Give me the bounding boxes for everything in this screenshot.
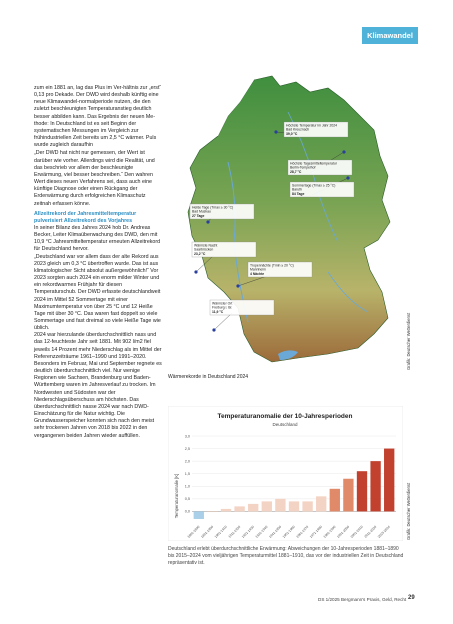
article-paragraph: „Der DWD hat nicht nur gemessen, der Wert ist darüber wie vorher. Allerdings wird die Realität, und das beschrieb vor allem der beschleunigte Erwärmung, viel besser beschreiben.“ Den wahren Wert dieses neuen Verfahrens sei, dass auch eine künftige Diagnose oder einen Rückgang der Erderwärmung durch erfolgreichen Klimaschutz zeitnah erfassen könne.: [34, 150, 155, 207]
x-tick-label: 1991-2000: [336, 524, 351, 539]
article-paragraph: 2024 war hierzulande überdurchschnittlich nass und das 12-feuchteste Jahr seit 1881. Mit 902 l/m2 fiel jeweils 14 Prozent mehr Niederschlag als im Mittel der Referenzzeiträume 1961–1990 und 1991–2020. Besonders im Februar, Mai und September regnete es deutlich überdurchschnittlich viel. Nur wenige Regionen wie Sachsen, Brandenburg und Baden-Württemberg waren im Jahresverlauf zu trocken. Im Nordwesten und Südosten war der Niederschlagsüberschuss am höchsten. Das überdurchschnittlich nasse 2024 war nach DWD-Einschätzung für die Natur wichtig. Die Grundwasserspeicher konnten sich nach den meist sehr trockenen Jahren von 2018 bis 2022 in den vergangenen beiden Jahren wieder auffüllen.: [34, 332, 162, 439]
station-marker: [342, 150, 345, 153]
bar: [316, 496, 326, 511]
y-tick-label: 3,0: [184, 434, 190, 439]
map-label-text: Höchste Temperatur im Jahr 2024: [286, 123, 338, 128]
x-tick-label: 1891-1900: [200, 524, 215, 539]
bar: [248, 504, 258, 512]
bar: [275, 499, 285, 512]
map-label-text: 4 Nächte: [250, 271, 265, 276]
page-number: 29: [408, 595, 415, 601]
figure-caption: Deutschland erlebt überdurchschnittliche Erwärmung: Abweichungen der 10-Jahresperioden 1881–1890 bis 2015–2024 vom vieljährigen Temperaturmittel 1881–1910, das vor der industriellen Zeit in Deutschland repräsentativ ist.: [168, 546, 404, 566]
article-column: [34, 85, 162, 440]
bar: [194, 511, 204, 519]
station-marker: [206, 220, 209, 223]
map-label-text: Freiburg i. Br.: [212, 305, 233, 310]
map-label-text: Höchste Tagesmitteltemperatur: [290, 161, 337, 166]
map-label-text: Berlin-Tempelhof: [290, 165, 316, 170]
x-tick-label: 1901-1910: [213, 524, 228, 539]
article-paragraph: In seiner Bilanz des Jahres 2024 hob Dr. Andreas Becker, Leiter Klimaüberwachung des DWD, den mit 10,9 °C Jahresmitteltemperatur erneuten Allzeitrekord für Deutschland hervor.: [34, 224, 161, 253]
map-label-text: Heiße Tage (Tmax ≥ 30 °C): [192, 205, 234, 210]
x-tick-label: 2015-2024: [376, 524, 391, 539]
station-marker: [212, 328, 215, 331]
y-tick-label: 0,5: [184, 497, 190, 502]
chart-credit: Grafik: Deutscher Wetterdienst: [406, 482, 411, 540]
germany-temperature-map: [168, 72, 403, 370]
station-marker: [194, 270, 197, 273]
footer-magazine: DS 1/2025 Bergmann's Praxis, Geld, Recht: [318, 597, 407, 602]
bar: [330, 489, 340, 512]
station-marker: [346, 176, 349, 179]
map-label-text: 39,0 °C: [286, 131, 298, 136]
bar: [207, 511, 217, 512]
bar: [234, 506, 244, 511]
x-tick-label: 2001-2010: [349, 524, 364, 539]
x-tick-label: 2011-2020: [363, 524, 378, 539]
map-label-text: Mannheim: [250, 267, 266, 272]
map-label-text: 27 Tage: [192, 213, 205, 218]
article-paragraph: zum ein 1881 an, lag das Plus im Ver-hältnis zur „erst“ 0,13 pro Dekade. Der DWD wird deshalb künftig eine neue Klimawandel-normalperiode nutzen, die den zuletzt beschleunigten Temperaturanstieg deutlich besser abbilden kann. Das Ergebnis der neuen Me-thode: In Deutschland ist es seit Beginn der systematischen Messungen im Vergleich zur frühindustriellen Zeit bereits um 2,5 °C wärmer. Puls wurde zugleich daraufhin: [34, 85, 162, 149]
bar: [370, 461, 380, 511]
station-marker: [274, 130, 277, 133]
y-tick-label: 1,5: [184, 472, 190, 477]
article-paragraph: „Deutschland war vor allem dass der alte Rekord aus 2023 gleich um 0,3 °C übertroffen wurde. Das ist aus klimatologischer Sicht absolut außergewöhnlich!“ Vor 2023 sorgten auch 2024 ein enorm milder Winter und ein rekordwarmes Frühjahr für diesen Temperaturschub. Der DWD erfasste deutschlandweit 2024 im Mittel 52 Sommertage mit einer Maximumtemperatur von über 25 °C und 12 Heiße Tage mit über 30 °C. Das waren fast doppelt so viele Sommertage und fast dreimal so viele Heiße Tage wie üblich.: [34, 253, 161, 332]
x-tick-label: 1931-1940: [254, 524, 269, 539]
bar: [343, 479, 353, 512]
y-axis-label: Temperaturanomalie [K]: [174, 473, 179, 519]
map-label-text: Bad Kreuznach: [286, 127, 310, 132]
y-tick-label: 2,5: [184, 446, 190, 451]
bar: [289, 501, 299, 511]
map-record-label: [274, 122, 348, 137]
map-label-text: 28,7 °C: [290, 169, 302, 174]
map-credit: Grafik: Deutscher Wetterdienst: [406, 312, 411, 370]
bar: [262, 501, 272, 511]
x-tick-label: 1921-1930: [240, 524, 255, 539]
bar: [384, 449, 394, 512]
bar: [221, 509, 231, 512]
map-label-text: Wärmster Ort: [212, 301, 233, 306]
map-label-text: 11,9 °C: [212, 309, 224, 314]
map-label-text: Wärmste Nacht: [194, 243, 218, 248]
map-label-text: 84 Tage: [292, 191, 305, 196]
temperature-anomaly-chart: [168, 406, 403, 541]
map-label-text: Bad Muskau: [192, 209, 211, 214]
x-tick-label: 1971-1980: [308, 524, 323, 539]
x-tick-label: 1961-1970: [295, 524, 310, 539]
section-tag: Klimawandel: [362, 27, 418, 44]
y-tick-label: 1,0: [184, 484, 190, 489]
article-subheading: Allzeitrekord der Jahresmitteltemperatur pulverisiert Allzeitrekord des Vorjahres: [34, 210, 137, 224]
map-label-text: Baruth: [292, 187, 302, 192]
chart-subtitle: Deutschland: [272, 422, 298, 427]
x-tick-label: 1941-1950: [268, 524, 283, 539]
map-label-text: Saarbrücken: [194, 247, 214, 252]
x-tick-label: 1951-1960: [281, 524, 296, 539]
station-marker: [236, 284, 239, 287]
y-tick-label: 2,0: [184, 459, 190, 464]
x-tick-label: 1981-1990: [322, 524, 337, 539]
bar: [302, 501, 312, 511]
map-label-text: Tropennächte (Tmin ≥ 20 °C): [250, 263, 294, 268]
x-tick-label: 1911-1920: [227, 524, 242, 539]
map-caption: Wärmerekorde in Deutschland 2024: [168, 374, 249, 380]
map-label-text: 23,2 °C: [194, 251, 206, 256]
chart-title: Temperaturanomalie der 10-Jahresperioden: [217, 413, 353, 420]
map-label-text: Sommertage (Tmax ≥ 25 °C): [292, 183, 336, 188]
y-tick-label: 0,0: [184, 509, 190, 514]
bar: [357, 471, 367, 511]
x-tick-label: 1881-1890: [186, 524, 201, 539]
